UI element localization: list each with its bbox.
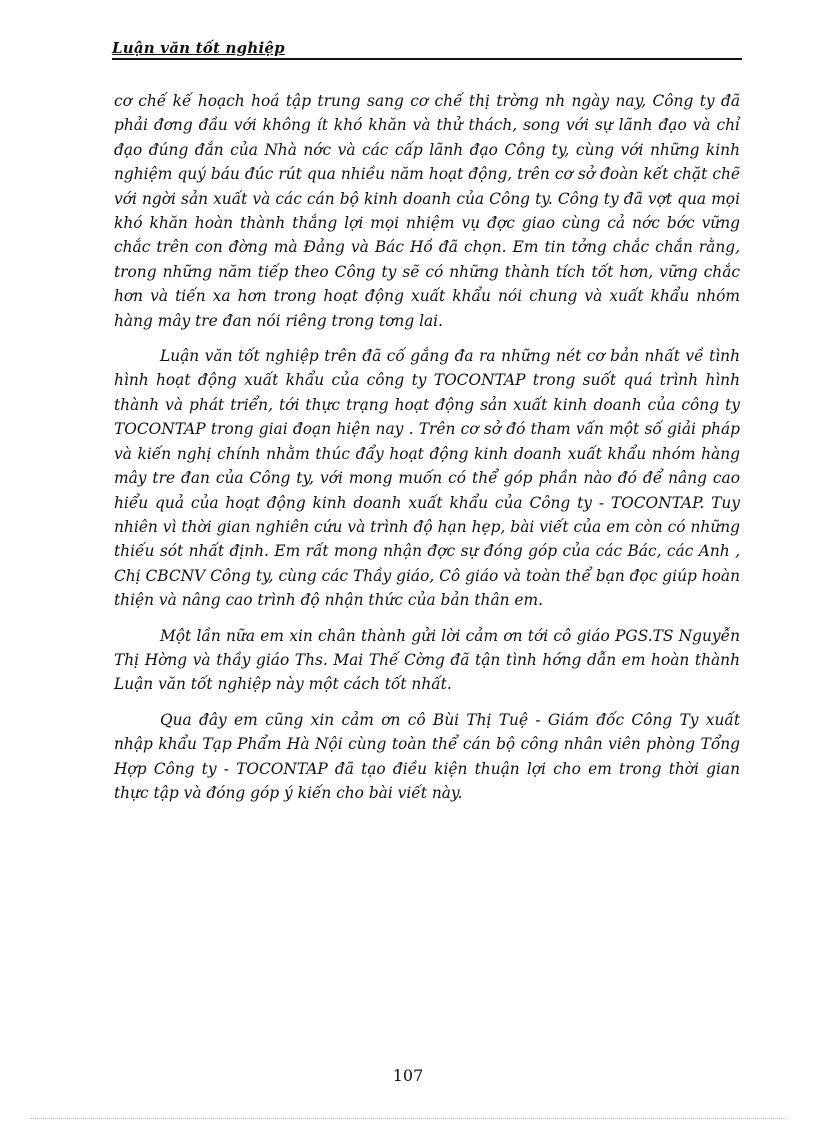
page-header xyxy=(112,38,742,60)
paragraph-thanks-advisors: Một lần nữa em xin chân thành gửi lời cảm ơn tới cô giáo PGS.TS Nguyễn Thị Hờng và thầy giáo Ths. Mai Thế Cờng đã tận tình hớng dẫn em hoàn thành Luận văn tốt nghiệp này một cách tốt nhất. xyxy=(114,626,740,694)
paragraph-thanks-company: Qua đây em cũng xin cảm ơn cô Bùi Thị Tuệ - Giám đốc Công Ty xuất nhập khẩu Tạp Phẩm Hà Nội cùng toàn thể cán bộ công nhân viên phòng Tổng Hợp Công ty - TOCONTAP đã tạo điều kiện thuận lợi cho em trong thời gian thực tập và đóng góp ý kiến cho bài viết này. xyxy=(114,710,740,802)
paragraph-continuation: cơ chế kế hoạch hoá tập trung sang cơ chế thị trờng nh ngày nay, Công ty đã phải đơng đầu với không ít khó khăn và thử thách, song với sự lãnh đạo và chỉ đạo đúng đắn của Nhà nớc và các cấp lãnh đạo Công ty, cùng với những kinh nghiệm quý báu đúc rút qua nhiều năm hoạt động, trên cơ sở đoàn kết chặt chẽ với ngời sản xuất và các cán bộ kinh doanh của Công ty. Công ty đã vợt qua mọi khó khăn hoàn thành thắng lợi mọi nhiệm vụ đợc giao cùng cả nớc bớc vững chắc trên con đờng mà Đảng và Bác Hồ đã chọn. Em tin tởng chắc chắn rằng, trong những năm tiếp theo Công ty sẽ có những thành tích tốt hơn, vững chắc hơn và tiến xa hơn trong hoạt động xuất khẩu nói chung và xuất khẩu nhóm hàng mây tre đan nói riêng trong tơng lai. xyxy=(114,92,740,330)
header-title: Luận văn tốt nghiệp xyxy=(112,39,285,57)
paragraph-summary: Luận văn tốt nghiệp trên đã cố gắng đa ra những nét cơ bản nhất về tình hình hoạt động xuất khẩu của công ty TOCONTAP trong suốt quá trình hình thành và phát triển, tới thực trạng hoạt động sản xuất kinh doanh của công ty TOCONTAP trong giai đoạn hiện nay . Trên cơ sở đó tham vấn một số giải pháp và kiến nghị chính nhằm thúc đẩy hoạt động kinh doanh xuất khẩu nhóm hàng mây tre đan của Công ty, với mong muốn có thể góp phần nào đó để nâng cao hiểu quả của hoạt động kinh doanh xuất khẩu của Công ty - TOCONTAP. Tuy nhiên vì thời gian nghiên cứu và trình độ hạn hẹp, bài viết của em còn có những thiếu sót nhất định. Em rất mong nhận đợc sự đóng góp của các Bác, các Anh , Chị CBCNV Công ty, cùng các Thầy giáo, Cô giáo và toàn thể bạn đọc giúp hoàn thiện và nâng cao trình độ nhận thức của bản thân em. xyxy=(114,347,740,610)
footer-divider xyxy=(30,1118,786,1119)
page-number: 107 xyxy=(392,1066,424,1085)
body-text xyxy=(114,89,740,816)
